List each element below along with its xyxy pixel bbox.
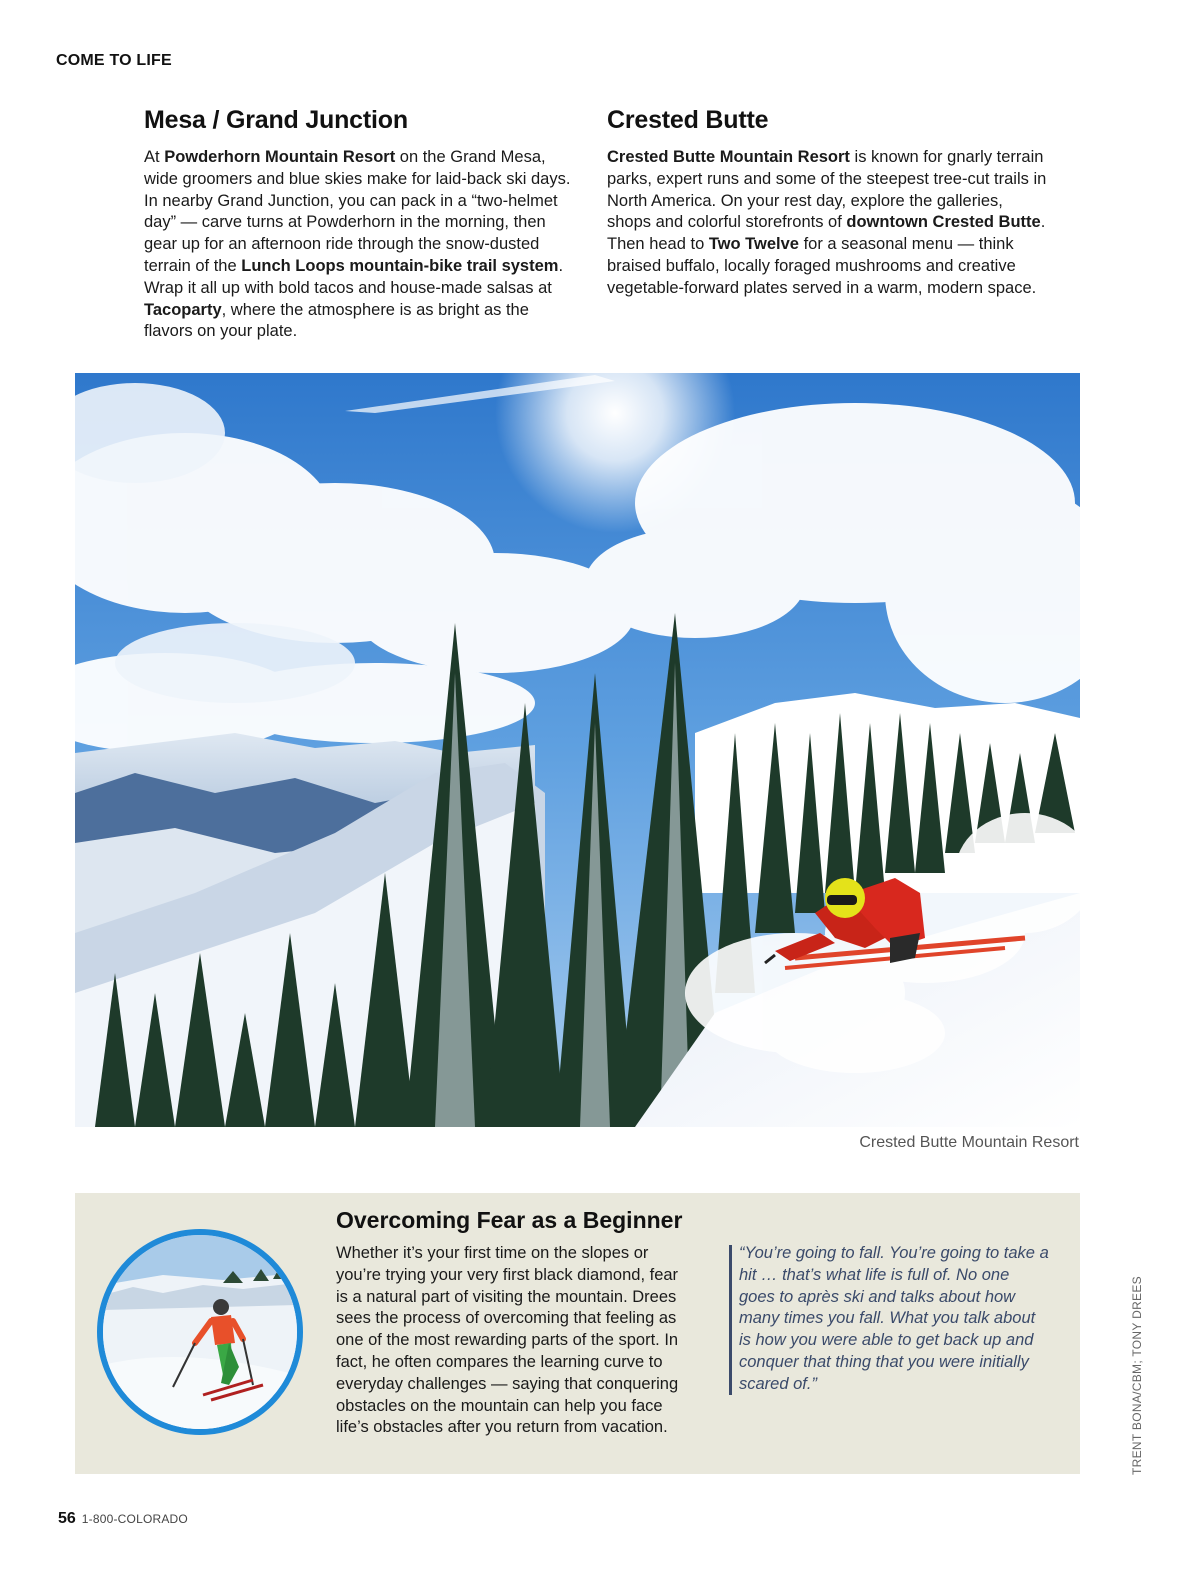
mesa-heading: Mesa / Grand Junction: [144, 106, 408, 134]
bold-run: Two Twelve: [708, 235, 799, 254]
mesa-body: [144, 147, 574, 343]
text-run: . Wrap it all up with bold tacos and house-made salsas at: [144, 256, 564, 297]
crested-butte-body: [607, 147, 1047, 300]
mesa-grand-junction-column: [144, 106, 574, 343]
quote-rule: [729, 1245, 732, 1395]
crested-butte-column: [607, 106, 1047, 300]
pull-quote: “You’re going to fall. You’re going to take a hit … that’s what life is full of. No one goes to après ski and talks about how many times you fall. What you talk about is how you were able to get back up and conquer that thing that you were initially scared of.”: [739, 1244, 1049, 1393]
ski-scene-illustration: [75, 373, 1080, 1127]
text-run: on the Grand Mesa, wide groomers and blue skies make for laid-back ski days. In nearby Grand Junction, you can pack in a “two-helmet day” — carve turns at Powderhorn in the morning, then gear up for an afternoon ride through the snow-dusted terrain of the: [144, 148, 571, 275]
text-run: , where the atmosphere is as bright as the flavors on your plate.: [144, 300, 529, 341]
text-run: is known for gnarly terrain parks, expert runs and some of the steepest tree-cut trails in North America. On your rest day, explore the galleries, shops and colorful storefronts of: [607, 148, 1047, 232]
section-label: COME TO LIFE: [56, 52, 172, 69]
page-number: 56: [58, 1510, 76, 1527]
text-run: At: [144, 148, 165, 166]
crested-butte-heading: Crested Butte: [607, 106, 769, 134]
footer-phone: 1-800-COLORADO: [81, 1512, 188, 1526]
photo-credit: TRENT BONA/CBM; TONY DREES: [1130, 1276, 1144, 1475]
skier-photo: [75, 373, 1080, 1127]
text-run: for a seasonal menu — think braised buffalo, locally foraged mushrooms and creative vegetable-forward plates served in a warm, modern space.: [607, 235, 1037, 297]
text-run: . Then head to: [607, 213, 1046, 254]
bold-run: downtown Crested Butte: [846, 213, 1041, 232]
bold-run: Lunch Loops mountain-bike trail system: [241, 256, 559, 275]
sidebar-box: [75, 1193, 1080, 1474]
sidebar-heading: Overcoming Fear as a Beginner: [336, 1207, 683, 1233]
bold-run: Crested Butte Mountain Resort: [607, 148, 850, 166]
photo-caption: Crested Butte Mountain Resort: [859, 1134, 1079, 1151]
page-footer: [58, 1510, 188, 1528]
sidebar-body: Whether it’s your first time on the slopes or you’re trying your very first black diamond, fear is a natural part of visiting the mountain. Drees sees the process of overcoming that feeling as one of the most rewarding parts of the sport. In fact, he often compares the learning curve to everyday challenges — saying that conquering obstacles on the mountain can help you face life’s obstacles after you return from vacation.: [336, 1244, 679, 1437]
beginner-skier-photo: [97, 1229, 303, 1435]
bold-run: Powderhorn Mountain Resort: [164, 148, 396, 166]
bold-run: Tacoparty: [144, 300, 222, 319]
